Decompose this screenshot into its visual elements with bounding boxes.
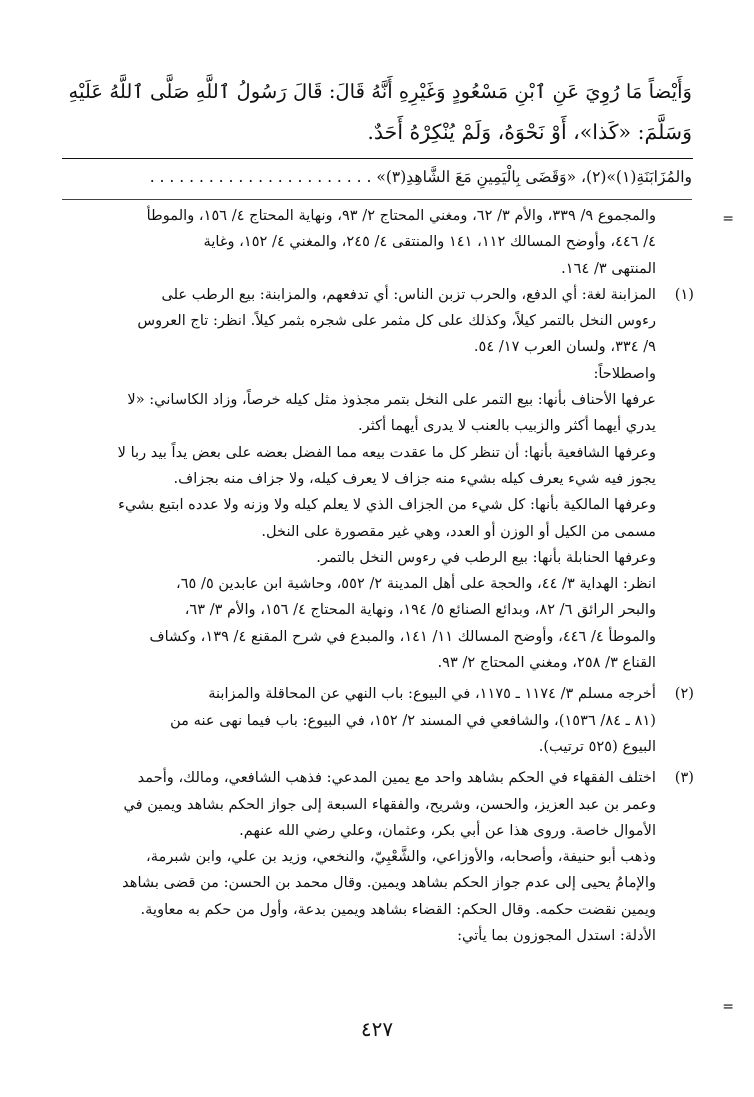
main-text-line: وَأَيْضاً مَا رُوِيَ عَنِ ٱبْنِ مَسْعُودٍ وَغَيْرِهِ أَنَّهُ قَالَ: قَالَ رَسُولُ ٱللَّهِ صَلَّى ٱللَّهُ عَلَيْهِ (68, 80, 692, 103)
footnote-line: وعرفها الشافعية بأنها: أن تنظر كل ما عقدت بيعه مما الفضل بعضه على بعض يداً بيد ربا لا (117, 443, 656, 461)
footnote-line: المنتهى ٣/ ١٦٤. (561, 259, 656, 277)
footnote-line: وعمر بن عبد العزيز، والحسن، وشريح، والفقهاء السبعة إلى جواز الحكم بشاهد ويمين في (123, 795, 656, 813)
leader-dots: . . . . . . . . . . . . . . . . . . . . . . . (149, 168, 372, 186)
main-text (62, 72, 692, 152)
footnote-line: والموطأ ٤/ ٤٤٦، وأوضح المسالك ١١/ ١٤١، والمبدع في شرح المقنع ٤/ ١٣٩، وكشاف (149, 627, 656, 645)
continuation-mark-bottom: = (722, 999, 734, 1015)
footnote-line: انظر: الهداية ٣/ ٤٤، والحجة على أهل المدينة ٢/ ٥٥٢، وحاشية ابن عابدين ٥/ ٦٥، (175, 575, 656, 593)
footnote-line: القناع ٣/ ٢٥٨، ومغني المحتاج ٢/ ٩٣. (437, 654, 656, 672)
continued-matn-line (62, 163, 692, 191)
footnote-line: ٤/ ٤٤٦، وأوضح المسالك ١١٢، ١٤١ والمنتقى ٤/ ٢٤٥، والمغني ٤/ ١٥٢، وغاية (203, 233, 656, 251)
continuation-mark-top: = (722, 211, 734, 227)
footnote-number: (٣) (674, 769, 694, 787)
footnote-line: مسمى من الكيل أو الوزن أو العدد، وهي غير مقصورة على النخل. (261, 522, 656, 540)
footnote-line: البيوع (٥٢٥ ترتيب). (538, 737, 656, 755)
footnote-line: ويمين نقضت حكمه. وقال الحكم: القضاء بشاهد ويمين بدعة، وأول من حكم به معاوية. (140, 900, 656, 918)
footnote-continued (62, 203, 694, 282)
footnote-number: (١) (674, 285, 694, 303)
footnote-line: وعرفها الحنابلة بأنها: بيع الرطب في رءوس النخل بالتمر. (316, 548, 656, 566)
footnote-line: رءوس النخل بالتمر كيلاً، وكذلك على كل مثمر على شجره بثمر كيلاً. انظر: تاج العروس (137, 312, 656, 330)
footnote-line: والبحر الرائق ٦/ ٨٢، وبدائع الصنائع ٥/ ١٩٤، ونهاية المحتاج ٤/ ١٥٦، والأم ٣/ ٦٣، (184, 601, 656, 619)
footnote-line: يدري أيهما أكثر والزبيب بالعنب لا يدرى أيهما أكثر. (358, 417, 656, 435)
main-text-line: وَسَلَّمَ: «كَذا»، أَوْ نَحْوَهُ، وَلَمْ يُنْكِرْهُ أَحَدٌ. (367, 120, 692, 144)
footnote-line: المزابنة لغة: أي الدفع، والحرب تزبن الناس: أي تدفعهم، والمزابنة: بيع الرطب على (161, 285, 656, 303)
footnote-line: عرفها الأحناف بأنها: بيع التمر على النخل بتمر مجذوذ مثل كيله خرصاً، وزاد الكاساني: «لا (127, 391, 656, 409)
footnote-line: الأموال خاصة. وروى هذا عن أبي بكر، وعثمان، وعلي رضي الله عنهم. (239, 821, 656, 839)
footnote-separator-line (62, 199, 692, 200)
footnote-line: اختلف الفقهاء في الحكم بشاهد واحد مع يمين المدعي: فذهب الشافعي، ومالك، وأحمد (137, 769, 656, 787)
footnote-line: الأدلة: استدل المجوزون بما يأتي: (457, 927, 656, 945)
page-number: ٤٢٧ (360, 1017, 394, 1041)
footnote-number: (٢) (674, 685, 694, 703)
footnote-line: والمجموع ٩/ ٣٣٩، والأم ٣/ ٦٢، ومغني المحتاج ٢/ ٩٣، ونهاية المحتاج ٤/ ١٥٦، والموطأ (146, 207, 656, 224)
footnote-line: وعرفها المالكية بأنها: كل شيء من الجزاف الذي لا يعلم كيله ولا وزنه ولا عدده ابتيع بشيء (118, 496, 656, 514)
footnote-line: والإمامُ يحيى إلى عدم جواز الحكم بشاهد ويمين. وقال محمد بن الحسن: من قضى بشاهد (122, 874, 656, 892)
footnote-line: أخرجه مسلم ٣/ ١١٧٤ ـ ١١٧٥، في البيوع: باب النهي عن المحاقلة والمزابنة (208, 685, 656, 703)
footnote-1 (62, 282, 694, 676)
footnote-3 (62, 765, 694, 949)
footnote-line: واصطلاحاً: (593, 364, 656, 382)
footnote-line: وذهب أبو حنيفة، وأصحابه، والأوزاعي، والشَّعْبِيّ، والنخعي، وزيد بن علي، وابن شبرمة، (146, 848, 656, 866)
footnotes (62, 203, 694, 949)
footnote-2 (62, 681, 694, 760)
continued-matn-text: والمُزَابَنَةِ(١)»(٢)، «وَقَضَى بِالْيَمِينِ مَعَ الشَّاهِدِ(٣)» (376, 168, 692, 186)
text-separator-line (62, 158, 693, 159)
footnote-line: ٩/ ٣٣٤، ولسان العرب ١٧/ ٥٤. (473, 338, 656, 356)
footnote-line: يجوز فيه شيء يعرف كيله بشيء منه جزاف لا يعرف كيله، ولا جزاف منه بجزاف. (173, 469, 656, 487)
footnote-line: (٨١ ـ ٨٤/ ١٥٣٦)، والشافعي في المسند ٢/ ١٥٢، في البيوع: باب فيما نهى عنه من (170, 711, 656, 729)
